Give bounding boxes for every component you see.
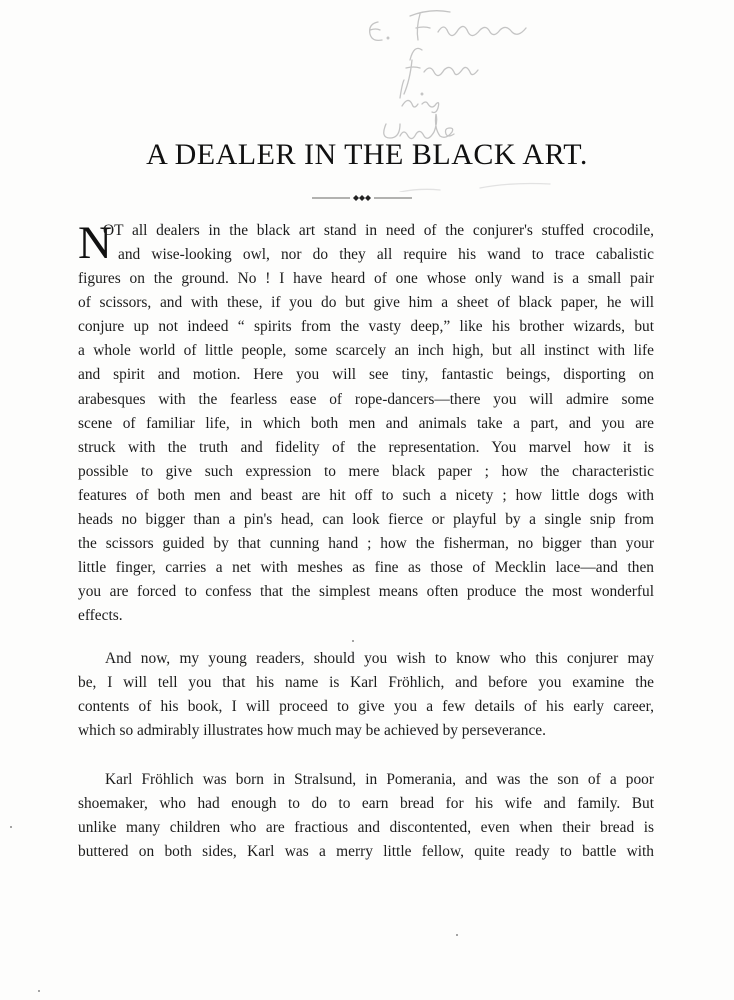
text-line: And now, my young readers, should you wish to know who this conjurer may: [105, 650, 654, 667]
text-line: a whole world of little people, some scarcely an inch high, but all instinct with life: [78, 342, 654, 360]
ornament-rule-drawing: [312, 193, 412, 203]
text-line: be, I will tell you that his name is Karl Fröhlich, and before you examine the: [78, 674, 654, 692]
text-line: Karl Fröhlich was born in Stralsund, in Pomerania, and was the son of a poor: [105, 771, 654, 788]
text-line: possible to give such expression to mere black paper ; how the characteristic: [78, 462, 654, 480]
text-line: little finger, carries a net with meshes as fine as those of Mecklin lace—and then: [78, 559, 654, 577]
text-line: struck with the truth and fidelity of the representation. You marvel how it is: [78, 438, 654, 456]
paragraph-2: [78, 647, 654, 743]
page-title: A DEALER IN THE BLACK ART.: [146, 138, 588, 171]
paper-speck: [352, 640, 354, 642]
drop-cap: N: [78, 217, 112, 269]
text-line: features of both men and beast are hit off to such a nicety ; how little dogs with: [78, 486, 654, 504]
paper-speck: [38, 990, 40, 992]
paper-speck: [456, 934, 458, 936]
text-line: effects.: [78, 607, 123, 625]
text-line: and spirit and motion. Here you will see tiny, fantastic beings, disporting on: [78, 366, 654, 384]
title-ornament: [312, 190, 412, 200]
text-line: which so admirably illustrates how much may be achieved by perseverance.: [78, 722, 546, 740]
text-line: figures on the ground. No ! I have heard of one whose only wand is a small pair: [78, 270, 654, 288]
text-line: the scissors guided by that cunning hand ; how the fisherman, no bigger than your: [78, 535, 654, 553]
text-line: you are forced to confess that the simplest means often produce the most wonderful: [78, 583, 654, 601]
text-line: of scissors, and with these, if you do but give him a sheet of black paper, he will: [78, 294, 654, 312]
text-line: and wise-looking owl, nor do they all require his wand to trace cabalistic: [118, 246, 654, 263]
text-line: OT all dealers in the black art stand in need of the conjurer's stuffed crocodile,: [103, 222, 654, 239]
paragraph-3: [78, 768, 654, 864]
paper-speck: [10, 826, 12, 828]
text-line: scene of familiar life, in which both men and animals take a part, and you are: [78, 414, 654, 432]
text-line: arabesques with the fearless ease of rope-dancers—there you will admire some: [78, 390, 654, 408]
text-line: unlike many children who are fractious and discontented, even when their bread is: [78, 819, 654, 837]
text-line: conjure up not indeed “ spirits from the vasty deep,” like his brother wizards, but: [78, 318, 654, 336]
text-line: heads no bigger than a pin's head, can look fierce or playful by a single snip from: [78, 511, 654, 529]
text-line: contents of his book, I will proceed to give you a few details of his early career,: [78, 698, 654, 716]
text-line: shoemaker, who had enough to do to earn bread for his wife and family. But: [78, 795, 654, 813]
text-line: buttered on both sides, Karl was a merry little fellow, quite ready to battle with: [78, 843, 654, 861]
paragraph-first-line: [103, 219, 654, 243]
paragraph-1: [78, 243, 654, 629]
